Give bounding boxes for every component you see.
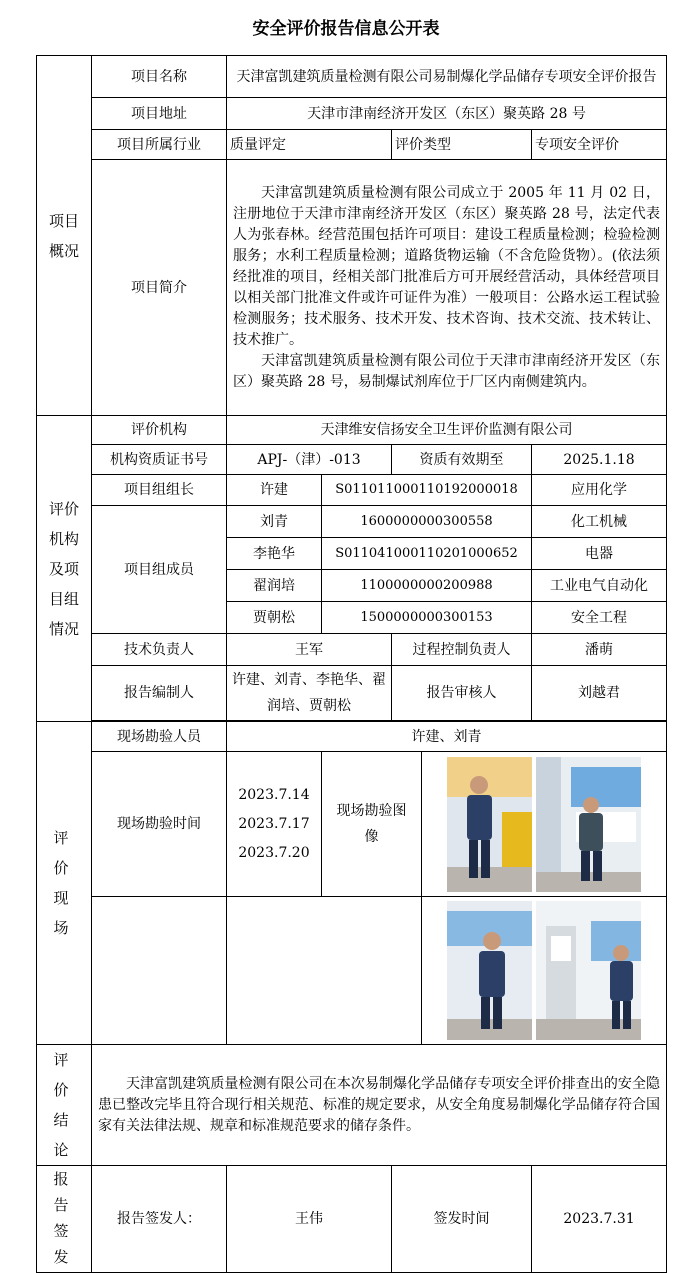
industry-label: 项目所属行业 <box>92 130 227 160</box>
site-time-label: 现场勘验时间 <box>92 752 227 897</box>
process-label: 过程控制负责人 <box>392 634 532 666</box>
member-name: 刘青 <box>227 506 322 538</box>
leader-field: 应用化学 <box>532 475 667 506</box>
site-date: 2023.7.17 <box>238 815 310 832</box>
section-sign: 报告签发 <box>37 1166 92 1273</box>
site-photo-3 <box>447 901 532 1040</box>
info-table <box>36 55 667 1273</box>
org-label: 评价机构 <box>92 416 227 445</box>
site-staff-value: 许建、刘青 <box>227 722 667 752</box>
valid-value: 2025.1.18 <box>532 445 667 475</box>
cert-label: 机构资质证书号 <box>92 445 227 475</box>
leader-id: S011011000110192000018 <box>322 475 532 506</box>
member-id: 1600000000300558 <box>322 506 532 538</box>
brief-paragraph-1: 天津富凯建筑质量检测有限公司成立于 2005 年 11 月 02 日，注册地位于天津市津南经济开发区（东区）聚英路 28 号，法定代表人为张春林。经营范围包括许可项目：建设工程质量检测；检验检测服务；水利工程质量检测；道路货物运输（不含危险货物）。(依法须经批准的项目，经相关部门批准后方可开展经营活动，具体经营项目以相关部门批准文件或许可证件为准）一般项目：公路水运工程试验检测服务；技术服务、技术开发、技术咨询、技术交流、技术转让、技术推广。 <box>233 184 661 348</box>
project-address-label: 项目地址 <box>92 98 227 130</box>
section-conclusion: 评价结论 <box>37 1045 92 1166</box>
member-name: 贾朝松 <box>227 602 322 634</box>
brief-label: 项目简介 <box>92 160 227 416</box>
site-dates <box>227 752 322 897</box>
process-value: 潘萌 <box>532 634 667 666</box>
brief-value <box>227 160 667 416</box>
site-date: 2023.7.20 <box>238 844 310 861</box>
leader-name: 许建 <box>227 475 322 506</box>
site-photo-1 <box>447 757 532 892</box>
page-title: 安全评价报告信息公开表 <box>252 19 440 39</box>
signer-value: 王伟 <box>227 1166 392 1273</box>
member-id: 1500000000300153 <box>322 602 532 634</box>
section-site: 评价现场 <box>37 722 92 1045</box>
site-photo-2 <box>536 757 641 892</box>
valid-label: 资质有效期至 <box>392 445 532 475</box>
tech-label: 技术负责人 <box>92 634 227 666</box>
member-field: 安全工程 <box>532 602 667 634</box>
review-value: 刘越君 <box>532 666 667 721</box>
member-field: 化工机械 <box>532 506 667 538</box>
compile-label: 报告编制人 <box>92 666 227 721</box>
site-staff-label: 现场勘验人员 <box>92 722 227 752</box>
compile-value: 许建、刘青、李艳华、翟润培、贾朝松 <box>227 666 392 721</box>
site-empty-label <box>92 897 227 1045</box>
leader-label: 项目组组长 <box>92 475 227 506</box>
eval-type-label: 评价类型 <box>392 130 532 160</box>
section-overview: 项目概况 <box>37 56 92 416</box>
conclusion-text: 天津富凯建筑质量检测有限公司在本次易制爆化学品储存专项安全评价排查出的安全隐患已整改完毕且符合现行相关规范、标准的规定要求，从安全角度易制爆化学品储存符合国家有关法律法规、规章和标准规范要求的储存条件。 <box>92 1045 667 1166</box>
sign-date-value: 2023.7.31 <box>532 1166 667 1273</box>
project-name-label: 项目名称 <box>92 56 227 98</box>
member-field: 电器 <box>532 538 667 570</box>
review-label: 报告审核人 <box>392 666 532 721</box>
tech-value: 王军 <box>227 634 392 666</box>
project-name-value: 天津富凯建筑质量检测有限公司易制爆化学品储存专项安全评价报告 <box>227 56 667 98</box>
org-value: 天津维安信扬安全卫生评价监测有限公司 <box>227 416 667 445</box>
site-photos-1 <box>422 752 667 897</box>
member-id: 1100000000200988 <box>322 570 532 602</box>
eval-type-value: 专项安全评价 <box>532 130 667 160</box>
site-photos-2 <box>422 897 667 1045</box>
member-name: 李艳华 <box>227 538 322 570</box>
site-image-label: 现场勘验图像 <box>322 752 422 897</box>
site-empty-value <box>227 897 422 1045</box>
signer-label: 报告签发人： <box>92 1166 227 1273</box>
site-date: 2023.7.14 <box>238 786 310 803</box>
member-field: 工业电气自动化 <box>532 570 667 602</box>
industry-value: 质量评定 <box>227 130 392 160</box>
cert-value: APJ-（津）-013 <box>227 445 392 475</box>
member-name: 翟润培 <box>227 570 322 602</box>
sign-date-label: 签发时间 <box>392 1166 532 1273</box>
members-label: 项目组成员 <box>92 506 227 634</box>
site-photo-4 <box>536 901 641 1040</box>
member-id: S011041000110201000652 <box>322 538 532 570</box>
section-agency: 评价机构及项目组情况 <box>37 416 92 722</box>
brief-paragraph-2: 天津富凯建筑质量检测有限公司位于天津市津南经济开发区（东区）聚英路 28 号，易制爆试剂库位于厂区内南侧建筑内。 <box>233 352 661 390</box>
project-address-value: 天津市津南经济开发区（东区）聚英路 28 号 <box>227 98 667 130</box>
